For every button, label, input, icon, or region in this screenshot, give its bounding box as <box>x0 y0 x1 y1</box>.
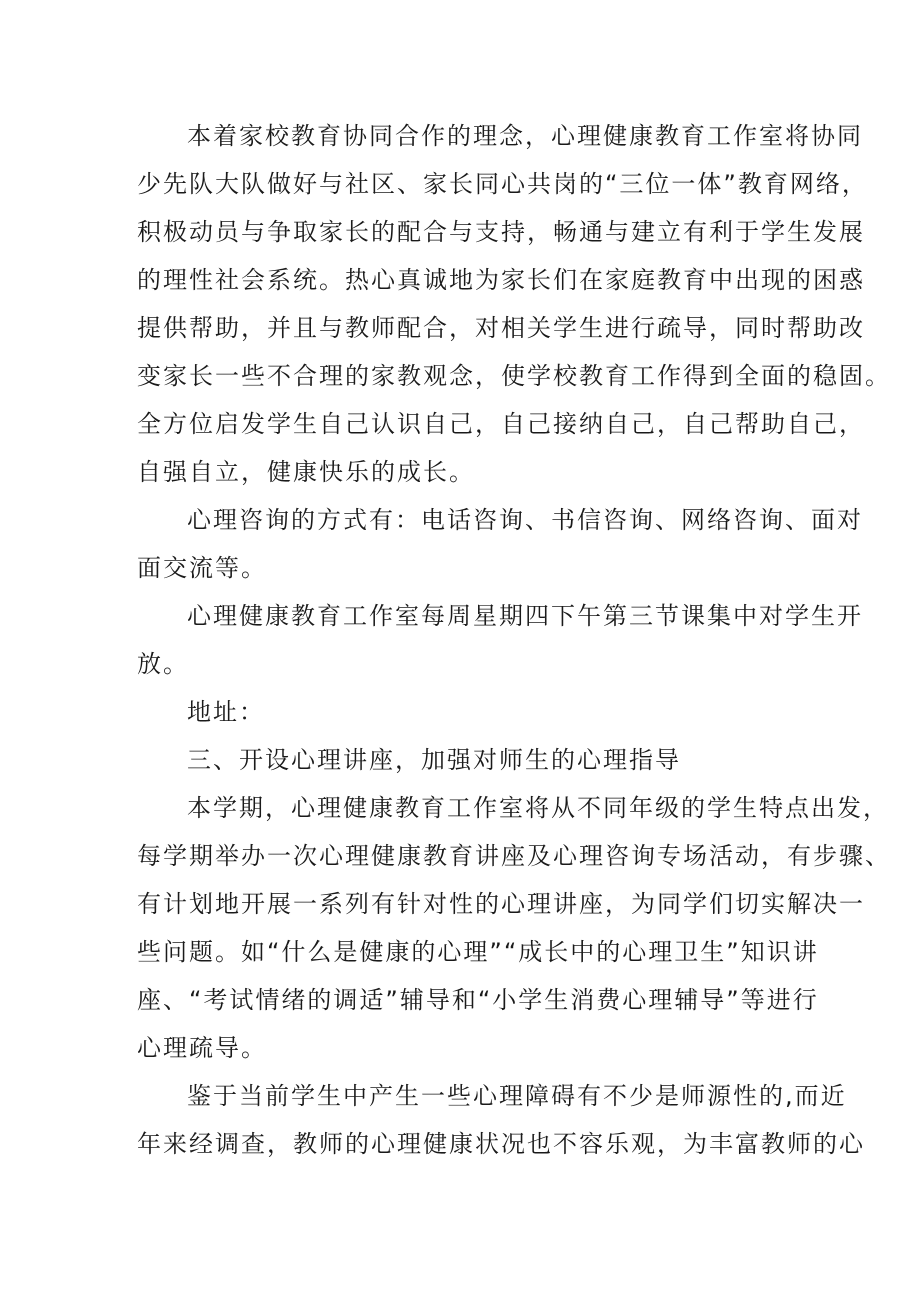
text-line: 本着家校教育协同合作的理念，心理健康教育工作室将协同 <box>187 122 863 150</box>
text-line: 积极动员与争取家长的配合与支持，畅通与建立有利于学生发展 <box>137 218 865 246</box>
text-line: 心理健康教育工作室每周星期四下午第三节课集中对学生开 <box>187 602 863 630</box>
text-line: 的理性社会系统。热心真诚地为家长们在家庭教育中出现的困惑 <box>137 266 865 294</box>
text-line: 每学期举办一次心理健康教育讲座及心理咨询专场活动，有步骤、 <box>137 842 891 870</box>
text-line: 本学期，心理健康教育工作室将从不同年级的学生特点出发， <box>187 794 889 822</box>
text-line: 年来经调查，教师的心理健康状况也不容乐观，为丰富教师的心 <box>137 1130 865 1158</box>
text-line: 面交流等。 <box>137 554 267 582</box>
text-line: 放。 <box>137 650 189 678</box>
text-line: 有计划地开展一系列有针对性的心理讲座，为同学们切实解决一 <box>137 890 865 918</box>
text-line: 变家长一些不合理的家教观念，使学校教育工作得到全面的稳固。 <box>137 362 891 390</box>
text-line: 些问题。如“什么是健康的心理”“成长中的心理卫生”知识讲 <box>137 938 819 966</box>
text-line: 鉴于当前学生中产生一些心理障碍有不少是师源性的,而近 <box>187 1082 847 1110</box>
text-line: 全方位启发学生自己认识自己，自己接纳自己，自己帮助自己， <box>137 410 865 438</box>
document-body <box>137 112 891 1168</box>
text-line: 自强自立，健康快乐的成长。 <box>137 458 475 486</box>
text-line: 座、“考试情绪的调适”辅导和“小学生消费心理辅导”等进行 <box>137 986 819 1014</box>
text-line: 提供帮助，并且与教师配合，对相关学生进行疏导，同时帮助改 <box>137 314 865 342</box>
section-heading: 三、开设心理讲座，加强对师生的心理指导 <box>187 746 681 774</box>
text-line: 心理咨询的方式有：电话咨询、书信咨询、网络咨询、面对 <box>187 506 863 534</box>
text-line: 地址： <box>187 698 265 726</box>
text-line: 心理疏导。 <box>137 1034 267 1062</box>
text-line: 少先队大队做好与社区、家长同心共岗的“三位一体”教育网络， <box>137 170 868 198</box>
